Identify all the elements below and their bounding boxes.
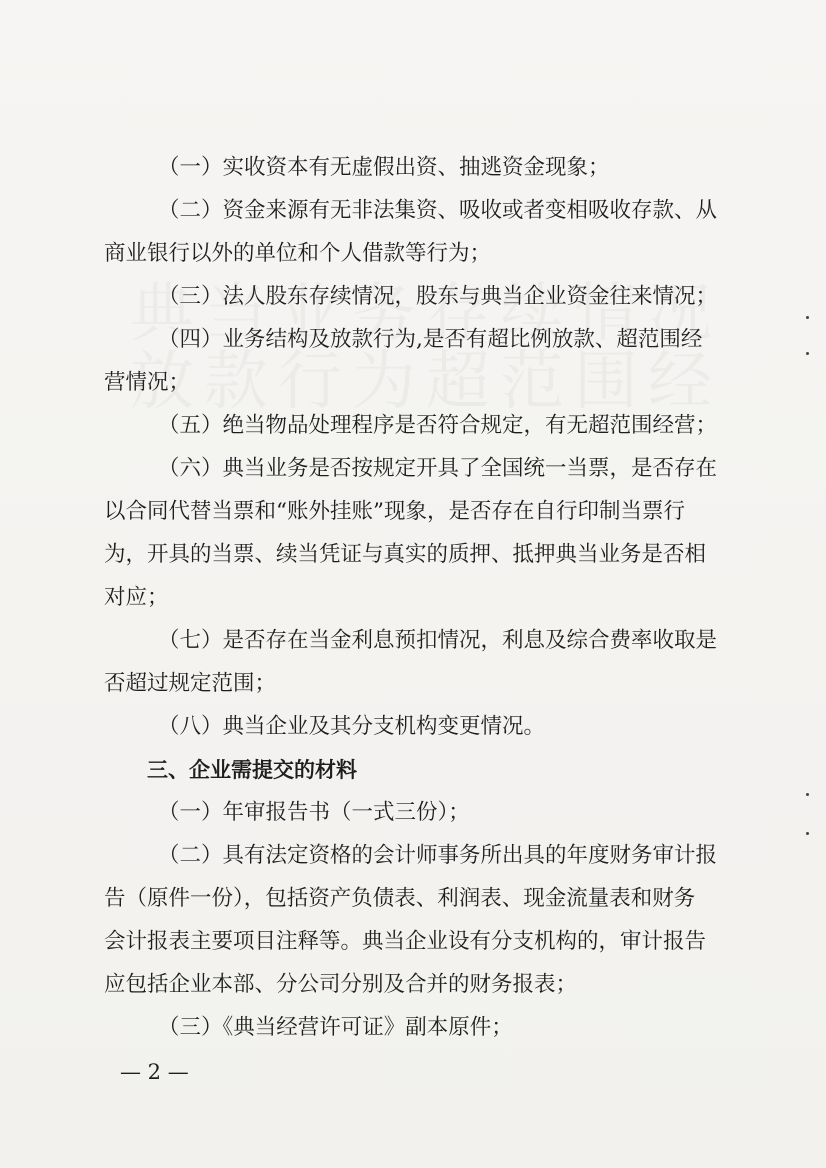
page-number: — 2 — [120, 1060, 189, 1084]
paragraph-line: （一）实收资本有无虚假出资、抽逃资金现象； [158, 155, 610, 180]
scan-speck [806, 316, 809, 319]
paragraph-line: 以合同代替当票和“账外挂账”现象，是否存在自行印制当票行 [104, 499, 685, 524]
paragraph-line: 告（原件一份），包括资产负债表、利润表、现金流量表和财务 [104, 886, 696, 911]
paragraph-line: （五）绝当物品处理程序是否符合规定，有无超范围经营； [158, 413, 718, 438]
scan-speck [806, 793, 809, 796]
paragraph-line: （一）年审报告书（一式三份）； [158, 800, 470, 825]
paragraph-line: 会计报表主要项目注释等。典当企业设有分支机构的，审计报告 [104, 929, 707, 954]
paragraph-line: （二）资金来源有无非法集资、吸收或者变相吸收存款、从 [158, 198, 718, 223]
paragraph-line: 营情况； [104, 370, 191, 395]
scan-speck [806, 832, 809, 835]
paragraph-line: （七）是否存在当金利息预扣情况，利息及综合费率收取是 [158, 628, 718, 653]
paragraph-line: （二）具有法定资格的会计师事务所出具的年度财务审计报 [158, 843, 718, 868]
paragraph-line: 为，开具的当票、续当凭证与真实的质押、抵押典当业务是否相 [104, 542, 707, 567]
paragraph-line: 对应； [104, 585, 169, 610]
paragraph-line: （六）典当业务是否按规定开具了全国统一当票，是否存在 [158, 456, 718, 481]
paragraph-line: 商业银行以外的单位和个人借款等行为； [104, 241, 492, 266]
scan-speck [806, 352, 809, 355]
section-heading: 三、企业需提交的材料 [147, 758, 357, 782]
paragraph-line: 否超过规定范围； [104, 671, 277, 696]
paragraph-line: （三）《典当经营许可证》副本原件； [158, 1015, 513, 1040]
paragraph-line: （八）典当企业及其分支机构变更情况。 [158, 714, 546, 739]
paragraph-line: （四）业务结构及放款行为,是否有超比例放款、超范围经 [158, 327, 703, 352]
paragraph-line: 应包括企业本部、分公司分别及合并的财务报表； [104, 972, 578, 997]
paragraph-line: （三）法人股东存续情况，股东与典当企业资金往来情况； [158, 284, 718, 309]
